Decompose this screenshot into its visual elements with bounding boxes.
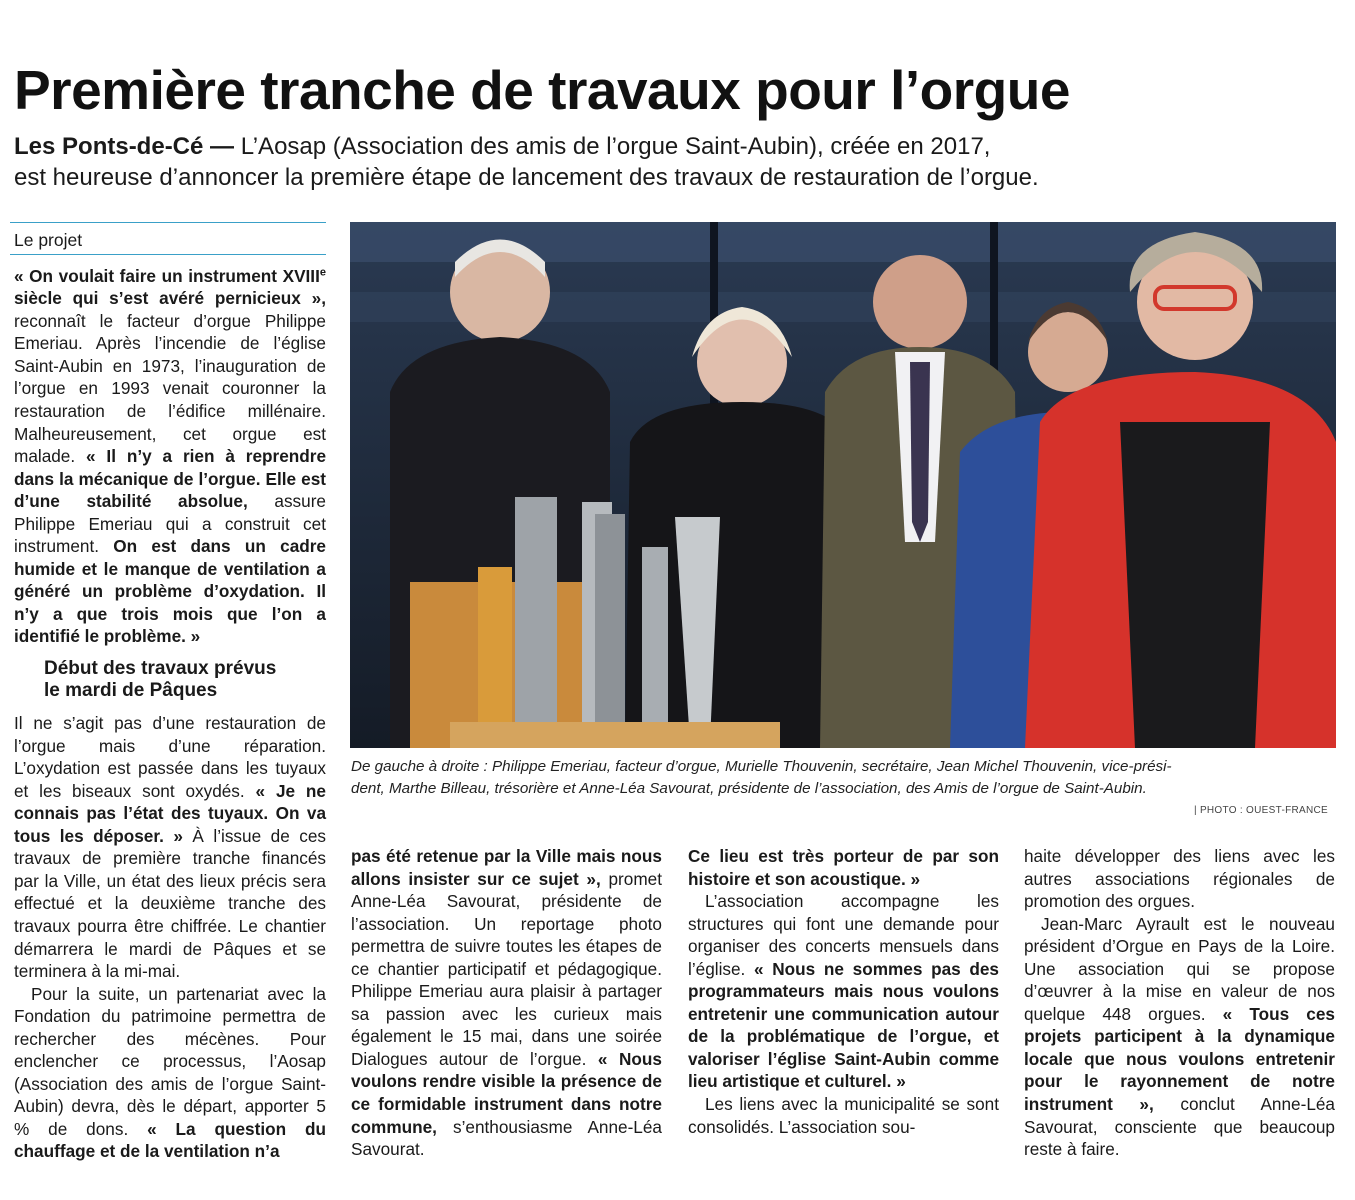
quote: On est dans un cadre humide et le manque de ventilation a généré un problème d’oxydation. Il n’y a que trois mois que l’on a identifié le problème. »: [14, 536, 326, 647]
column-3: [688, 845, 999, 1138]
section-subheading: Début des travaux prévus le mardi de Pâques: [44, 658, 277, 702]
col1-paragraph-1: « On voulait faire un instrument XVIIIe siècle qui s’est avéré pernicieux », reconnaît le facteur d’orgue Philippe Emeriau. Après l’incendie de l’église Saint-Aubin en 1973, l’inauguration de l’orgue en 1993 venait couronner la restauration de l’édifice millénaire. Malheureusement, cet orgue est malade. « Il n’y a rien à reprendre dans la mécanique de l’orgue. Elle est d’une stabilité absolue, assure Philippe Emeriau qui a construit cet instrument. On est dans un cadre humide et le manque de ventilation a généré un problème d’oxydation. Il n’y a que trois mois que l’on a identifié le problème. »: [14, 265, 326, 647]
quote: « Nous voulons rendre visible la présence de ce formidable instrument dans notre commune,: [351, 1048, 662, 1137]
photo-caption: De gauche à droite : Philippe Emeriau, facteur d’orgue, Murielle Thouvenin, secrétaire, Jean Michel Thouvenin, vice-prési- dent, Marthe Billeau, trésorière et Anne-Léa Savourat, présidente de l’association, des Amis de l’orgue de Saint-Aubin.: [351, 758, 1172, 797]
quote: Ce lieu est très porteur de par son histoire et son acoustique. »: [688, 846, 999, 889]
col3-paragraph-1: [688, 845, 999, 890]
column-4: [1024, 845, 1335, 1161]
group-photo-illustration: [350, 222, 1336, 748]
quote: « Je ne connais pas l’état des tuyaux. On va tous les déposer. »: [14, 780, 326, 846]
column-2: [351, 845, 662, 1161]
quote: « La question du chauffage et de la ventilation n’a: [14, 1118, 326, 1162]
quote: « On voulait faire un instrument XVIIIe siècle qui s’est avéré pernicieux »,: [14, 265, 326, 309]
column-1: [14, 261, 326, 1163]
intro-text-line2: est heureuse d’annoncer la première étape de lancement des travaux de restauration de l’orgue.: [14, 164, 1039, 191]
quote: « Il n’y a rien à reprendre dans la mécanique de l’orgue. Elle est d’une stabilité absolue,: [14, 446, 326, 512]
quote: « Tous ces projets participent à la dynamique locale que nous voulons entretenir pour le rayonnement de notre instrument »,: [1024, 1003, 1335, 1115]
quote: « Nous ne sommes pas des programmateurs mais nous voulons entretenir une communication autour de la problématique de l’orgue, et valoriser l’église Saint-Aubin comme lieu artistique et culturel. »: [688, 958, 999, 1092]
col4-paragraph-1: haite développer des liens avec les autres associations régionales de promotion des orgues.: [1024, 846, 1335, 912]
article-photo: [350, 222, 1336, 748]
article-intro: [14, 131, 1344, 193]
quote: pas été retenue par la Ville mais nous allons insister sur ce sujet »,: [351, 846, 662, 889]
col2-paragraph-1: pas été retenue par la Ville mais nous allons insister sur ce sujet », promet Anne-Léa Savourat, présidente de l’association. Un reportage photo permettra de suivre toutes les étapes de ce chantier participatif et pédagogique. Philippe Emeriau aura plaisir à partager sa passion avec les curieux mais également le 15 mai, dans une soirée Dialogues autour de l’orgue. « Nous voulons rendre visible la présence de ce formidable instrument dans notre commune, s’enthousiasme Anne-Léa Savourat.: [351, 846, 662, 1160]
intro-text-line1: L’Aosap (Association des amis de l’orgue Saint-Aubin), créée en 2017,: [234, 133, 991, 160]
col3-paragraph-3: Les liens avec la municipalité se sont consolidés. L’association sou-: [688, 1094, 999, 1137]
article-headline: Première tranche de travaux pour l’orgue: [14, 59, 1070, 121]
col1-paragraph-3: Pour la suite, un partenariat avec la Fondation du patrimoine permettra de rechercher des mécènes. Pour enclencher ce processus, l’Aosap (Association des amis de l’orgue Saint-Aubin) devra, dès le départ, apporter 5 % de dons. « La question du chauffage et de la ventilation n’a: [14, 983, 326, 1162]
col3-paragraph-2: L’association accompagne les structures qui font une demande pour organiser des concerts mensuels dans l’église. « Nous ne sommes pas des programmateurs mais nous voulons entretenir une communication autour de la problématique de l’orgue, et valoriser l’église Saint-Aubin comme lieu artistique et culturel. »: [688, 891, 999, 1092]
rubric-bottom-rule: [10, 254, 326, 255]
intro-location: Les Ponts-de-Cé —: [14, 133, 235, 160]
rubric-label: Le projet: [14, 230, 83, 250]
col4-paragraph-2: Jean-Marc Ayrault est le nouveau président d’Orgue en Pays de la Loire. Une association qui se propose d’œuvrer à la mise en valeur de nos quelque 448 orgues. « Tous ces projets participent à la dynamique locale que nous voulons entretenir pour le rayonnement de notre instrument », conclut Anne-Léa Savourat, consciente que beaucoup reste à faire.: [1024, 913, 1335, 1160]
photo-credit: | PHOTO : OUEST-FRANCE: [1193, 805, 1328, 816]
rubric-top-rule: [10, 222, 326, 223]
col1-paragraph-2: Il ne s’agit pas d’une restauration de l’orgue mais d’une réparation. L’oxydation est passée dans les tuyaux et les biseaux sont oxydés. « Je ne connais pas l’état des tuyaux. On va tous les déposer. » À l’issue de ces travaux de première tranche financés par la Ville, un état des lieux précis sera effectué et la deuxième tranche des travaux pourra être chiffrée. Le chantier démarrera le mardi de Pâques et se terminera à la mi-mai.: [14, 713, 326, 982]
